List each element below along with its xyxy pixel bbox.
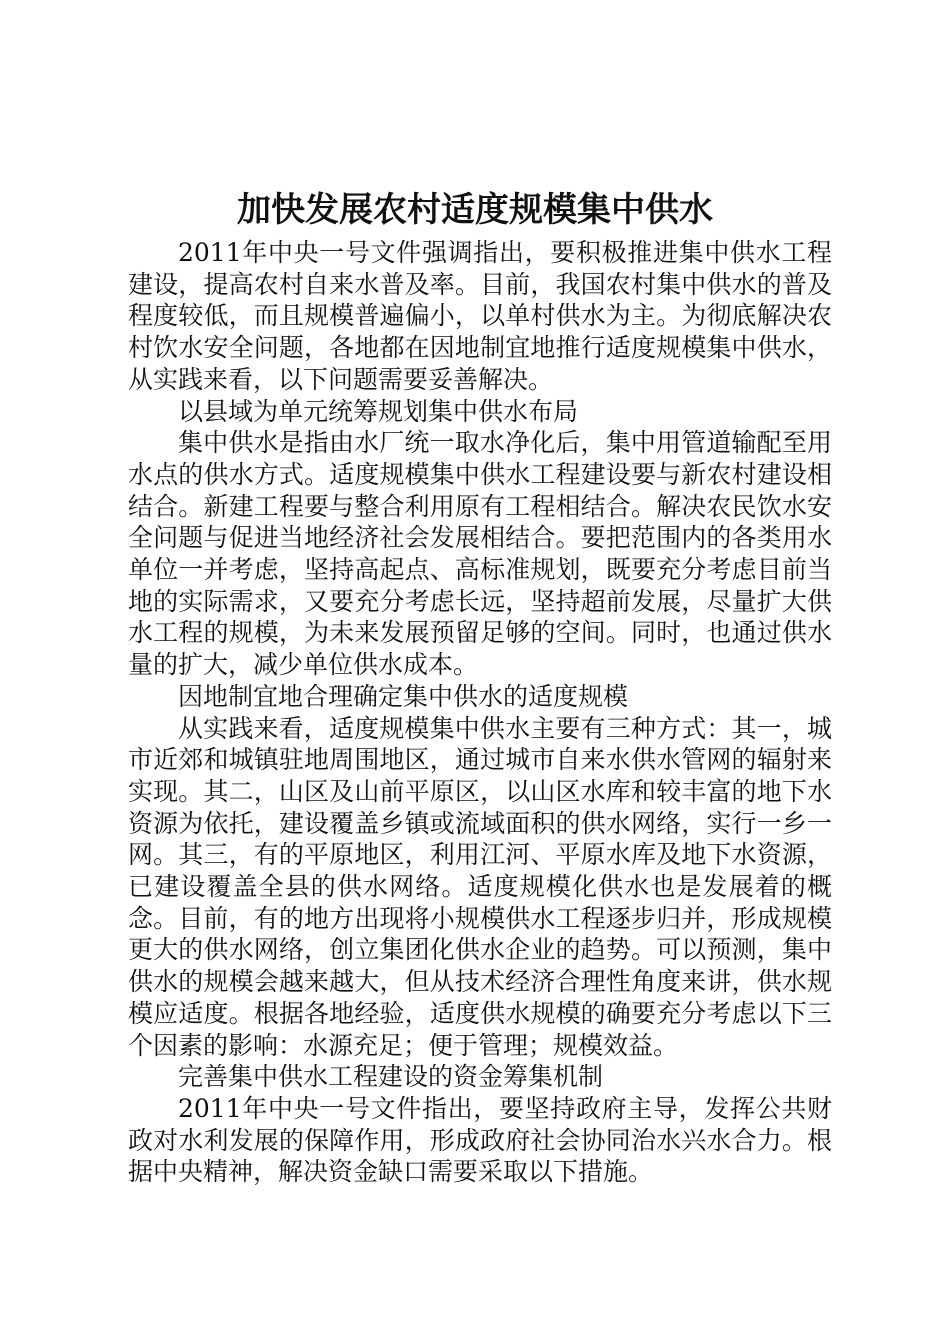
document-body xyxy=(128,237,832,1188)
body-paragraph: 从实践来看，适度规模集中供水主要有三种方式：其一，城市近郊和城镇驻地周围地区，通过城市自来水供水管网的辐射来实现。其二，山区及山前平原区，以山区水库和较丰富的地下水资源为依托，建设覆盖乡镇或流域面积的供水网络，实行一乡一网。其三，有的平原地区，利用江河、平原水库及地下水资源，已建设覆盖全县的供水网络。适度规模化供水也是发展着的概念。目前，有的地方出现将小规模供水工程逐步归并，形成规模更大的供水网络，创立集团化供水企业的趋势。可以预测，集中供水的规模会越来越大，但从技术经济合理性角度来讲，供水规模应适度。根据各地经验，适度供水规模的确要充分考虑以下三个因素的影响：水源充足；便于管理；规模效益。 xyxy=(128,713,832,1060)
section-heading: 以县域为单元统筹规划集中供水布局 xyxy=(178,396,579,426)
section-heading: 因地制宜地合理确定集中供水的适度规模 xyxy=(178,681,629,711)
document-title: 加快发展农村适度规模集中供水 xyxy=(237,190,713,230)
body-paragraph: 集中供水是指由水厂统一取水净化后，集中用管道输配至用水点的供水方式。适度规模集中供水工程建设要与新农村建设相结合。新建工程要与整合利用原有工程相结合。解决农民饮水安全问题与促进当地经济社会发展相结合。要把范围内的各类用水单位一并考虑，坚持高起点、高标准规划，既要充分考虑目前当地的实际需求，又要充分考虑长远，坚持超前发展，尽量扩大供水工程的规模，为未来发展预留足够的空间。同时，也通过供水量的扩大，减少单位供水成本。 xyxy=(128,428,832,680)
body-paragraph: 2011年中央一号文件强调指出，要积极推进集中供水工程建设，提高农村自来水普及率。目前，我国农村集中供水的普及程度较低，而且规模普遍偏小，以单村供水为主。为彻底解决农村饮水安全问题，各地都在因地制宜地推行适度规模集中供水，从实践来看，以下问题需要妥善解决。 xyxy=(128,238,832,394)
body-paragraph: 2011年中央一号文件指出，要坚持政府主导，发挥公共财政对水利发展的保障作用，形成政府社会协同治水兴水合力。根据中央精神，解决资金缺口需要采取以下措施。 xyxy=(128,1093,832,1187)
section-heading: 完善集中供水工程建设的资金筹集机制 xyxy=(178,1062,604,1092)
